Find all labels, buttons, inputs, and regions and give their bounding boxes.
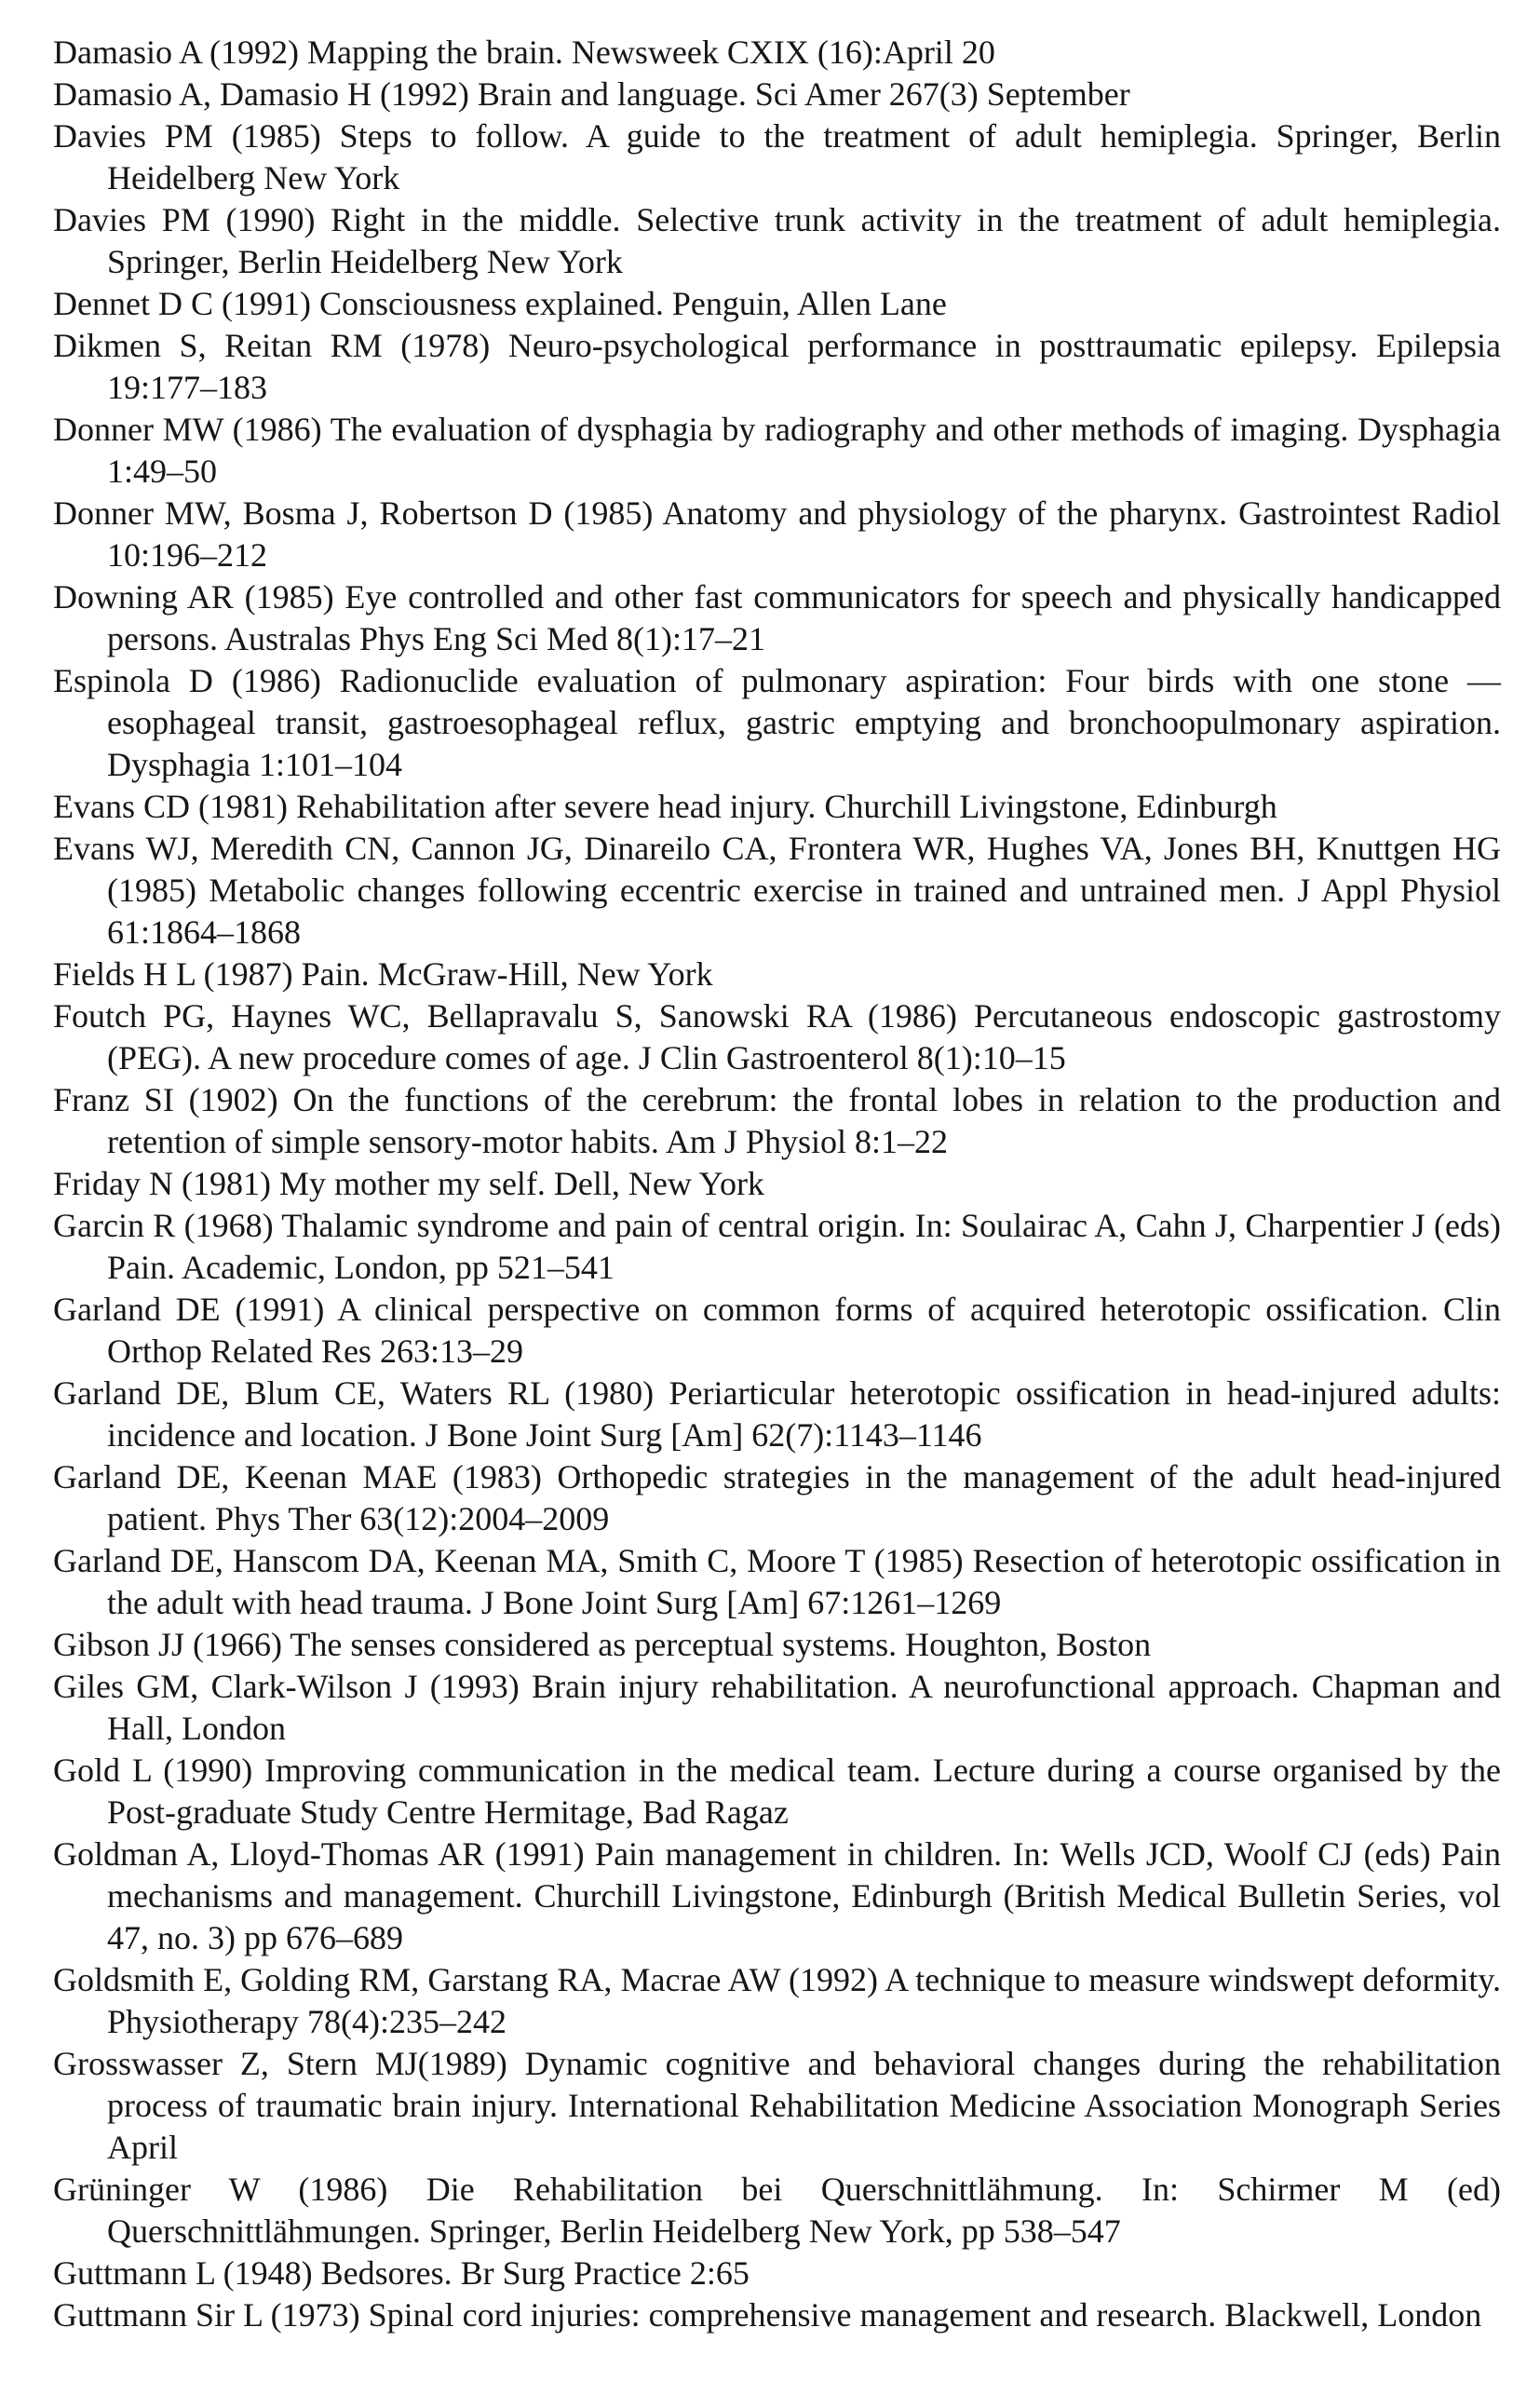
reference-entry: Grosswasser Z, Stern MJ(1989) Dynamic cognitive and behavioral changes during the rehabilitation process of traumatic brain injury. International Rehabilitation Medicine Association Monograph Series April: [53, 2045, 1501, 2166]
reference-entry: Donner MW, Bosma J, Robertson D (1985) Anatomy and physiology of the pharynx. Gastrointest Radiol 10:196–212: [53, 494, 1501, 574]
reference-entry: Goldman A, Lloyd-Thomas AR (1991) Pain management in children. In: Wells JCD, Woolf CJ (eds) Pain mechanisms and management. Churchill Livingstone, Edinburgh (British Medical Bulletin Series, vol 47, no. 3) pp 676–689: [53, 1835, 1501, 1956]
reference-entry: Gibson JJ (1966) The senses considered as perceptual systems. Houghton, Boston: [53, 1626, 1152, 1663]
reference-entry: Gold L (1990) Improving communication in the medical team. Lecture during a course organised by the Post-graduate Study Centre Hermitage, Bad Ragaz: [53, 1752, 1501, 1831]
reference-entry: Donner MW (1986) The evaluation of dysphagia by radiography and other methods of imaging. Dysphagia 1:49–50: [53, 411, 1501, 490]
reference-entry: Davies PM (1990) Right in the middle. Selective trunk activity in the treatment of adult hemiplegia. Springer, Berlin Heidelberg New York: [53, 201, 1501, 280]
reference-entry: Franz SI (1902) On the functions of the cerebrum: the frontal lobes in relation to the production and retention of simple sensory-motor habits. Am J Physiol 8:1–22: [53, 1081, 1501, 1160]
reference-entry: Downing AR (1985) Eye controlled and other fast communicators for speech and physically handicapped persons. Australas Phys Eng Sci Med 8(1):17–21: [53, 578, 1501, 657]
reference-entry: Garland DE, Hanscom DA, Keenan MA, Smith C, Moore T (1985) Resection of heterotopic ossification in the adult with head trauma. J Bone Joint Surg [Am] 67:1261–1269: [53, 1542, 1501, 1621]
reference-entry: Fields H L (1987) Pain. McGraw-Hill, New York: [53, 955, 713, 993]
reference-entry: Garcin R (1968) Thalamic syndrome and pain of central origin. In: Soulairac A, Cahn J, Charpentier J (eds) Pain. Academic, London, pp 521–541: [53, 1207, 1501, 1286]
reference-entry: Guttmann Sir L (1973) Spinal cord injuries: comprehensive management and research. Blackwell, London: [53, 2296, 1482, 2334]
reference-entry: Damasio A (1992) Mapping the brain. Newsweek CXIX (16):April 20: [53, 34, 995, 71]
reference-list: [53, 32, 1501, 2336]
reference-entry: Davies PM (1985) Steps to follow. A guide to the treatment of adult hemiplegia. Springer, Berlin Heidelberg New York: [53, 117, 1501, 196]
reference-entry: Evans CD (1981) Rehabilitation after severe head injury. Churchill Livingstone, Edinburgh: [53, 788, 1277, 825]
reference-entry: Garland DE (1991) A clinical perspective on common forms of acquired heterotopic ossification. Clin Orthop Related Res 263:13–29: [53, 1291, 1501, 1370]
reference-entry: Goldsmith E, Golding RM, Garstang RA, Macrae AW (1992) A technique to measure windswept deformity. Physiotherapy 78(4):235–242: [53, 1961, 1501, 2040]
reference-entry: Garland DE, Blum CE, Waters RL (1980) Periarticular heterotopic ossification in head-injured adults: incidence and location. J Bone Joint Surg [Am] 62(7):1143–1146: [53, 1374, 1501, 1454]
reference-entry: Giles GM, Clark-Wilson J (1993) Brain injury rehabilitation. A neurofunctional approach. Chapman and Hall, London: [53, 1668, 1501, 1747]
reference-entry: Damasio A, Damasio H (1992) Brain and language. Sci Amer 267(3) September: [53, 75, 1130, 113]
reference-entry: Friday N (1981) My mother my self. Dell, New York: [53, 1165, 764, 1202]
reference-entry: Dennet D C (1991) Consciousness explained. Penguin, Allen Lane: [53, 285, 947, 322]
reference-entry: Grüninger W (1986) Die Rehabilitation bei Querschnittlähmung. In: Schirmer M (ed) Querschnittlähmungen. Springer, Berlin Heidelberg New York, pp 538–547: [53, 2171, 1501, 2250]
reference-entry: Espinola D (1986) Radionuclide evaluation of pulmonary aspiration: Four birds with one stone — esophageal transit, gastroesophageal reflux, gastric emptying and bronchoopulmonary aspiration. Dysphagia 1:101–104: [53, 662, 1501, 783]
reference-entry: Dikmen S, Reitan RM (1978) Neuro-psychological performance in posttraumatic epilepsy. Epilepsia 19:177–183: [53, 327, 1501, 406]
reference-entry: Garland DE, Keenan MAE (1983) Orthopedic strategies in the management of the adult head-injured patient. Phys Ther 63(12):2004–2009: [53, 1458, 1501, 1537]
reference-entry: Guttmann L (1948) Bedsores. Br Surg Practice 2:65: [53, 2254, 750, 2292]
reference-entry: Evans WJ, Meredith CN, Cannon JG, Dinareilo CA, Frontera WR, Hughes VA, Jones BH, Knuttgen HG (1985) Metabolic changes following eccentric exercise in trained and untrained men. J Appl Physiol 61:1864–1868: [53, 830, 1501, 951]
reference-entry: Foutch PG, Haynes WC, Bellapravalu S, Sanowski RA (1986) Percutaneous endoscopic gastrostomy (PEG). A new procedure comes of age. J Clin Gastroenterol 8(1):10–15: [53, 997, 1501, 1076]
